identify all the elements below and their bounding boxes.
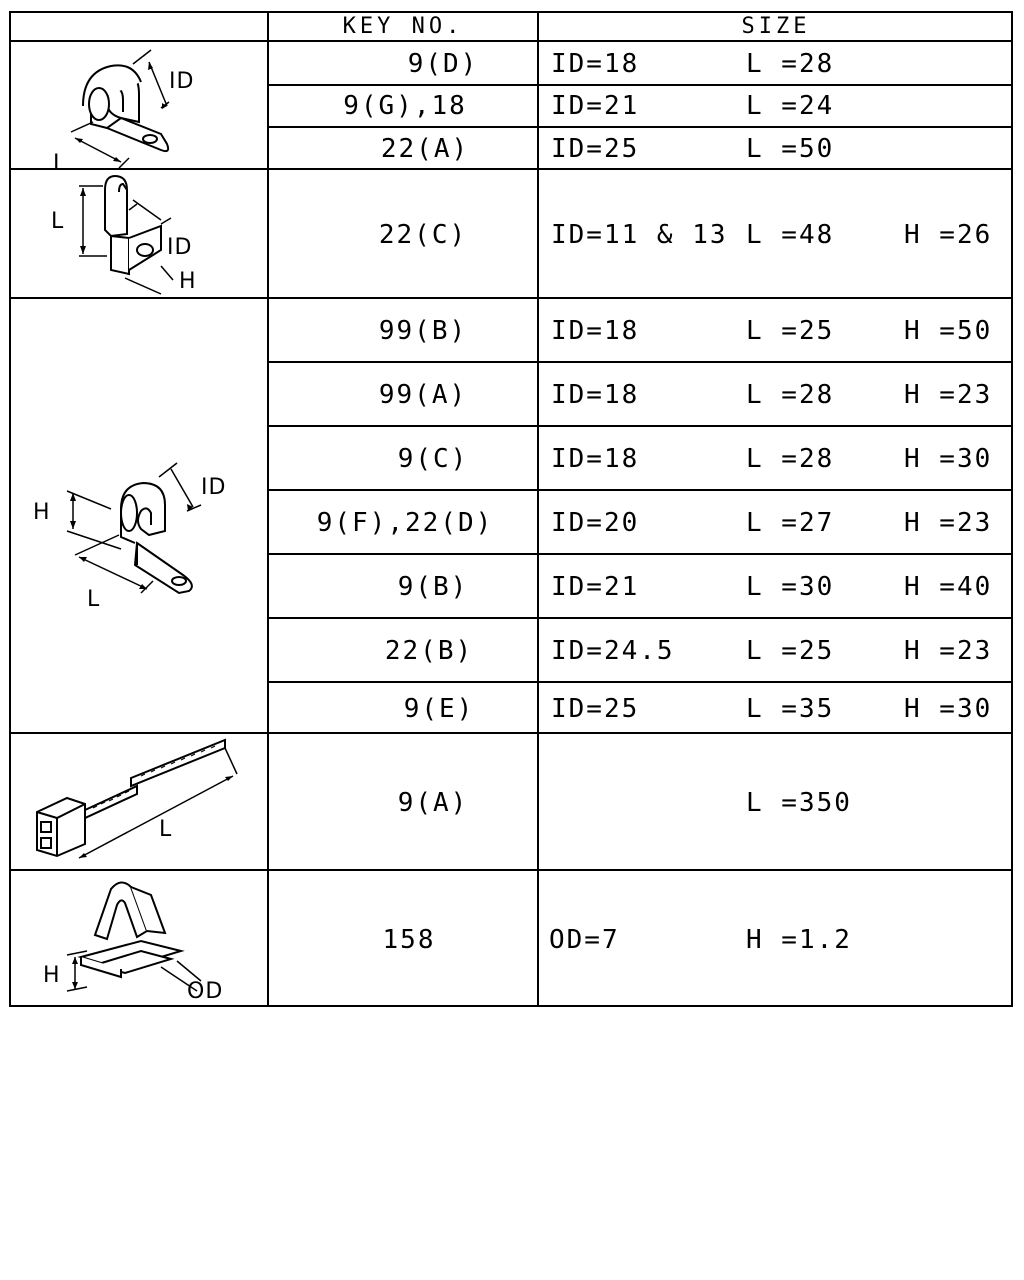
table-row-key: 22(B)	[384, 636, 474, 666]
row-h: H =26	[904, 220, 993, 250]
row-h: H =30	[904, 444, 993, 474]
row-l: L =350	[746, 788, 852, 818]
id-label: ID	[169, 69, 195, 94]
od-label: OD	[187, 979, 224, 1004]
row-h: H =23	[904, 636, 993, 666]
row-l: L =28	[746, 49, 835, 79]
h-label: H	[179, 269, 197, 294]
row-l: L =28	[746, 444, 835, 474]
row-id: ID=18	[551, 316, 640, 346]
table-row-key: 9(A)	[397, 788, 469, 818]
table-row-key: 22(C)	[378, 220, 468, 250]
push-clip-illustration	[11, 871, 267, 1006]
table-row-key: 9(B)	[397, 572, 469, 602]
upright-clamp-icon	[11, 170, 267, 297]
row-id: ID=24.5	[551, 636, 675, 666]
row-l: L =35	[746, 694, 835, 724]
table-row-key: 9(E)	[403, 694, 475, 724]
row-h: H =40	[904, 572, 993, 602]
row-id: ID=25	[551, 694, 640, 724]
table-row-key: 9(F),22(D)	[316, 508, 494, 538]
h-label: H	[33, 500, 51, 525]
table-row-key: 9(C)	[397, 444, 469, 474]
row-l: L =24	[746, 91, 835, 121]
cable-tie-icon	[11, 734, 267, 869]
header-size: SIZE	[741, 14, 811, 39]
table-row-key: 99(A)	[378, 380, 468, 410]
row-id: ID=11 & 13	[551, 220, 728, 250]
row-id: ID=21	[551, 91, 640, 121]
row-l: L =48	[746, 220, 835, 250]
row-id: ID=18	[551, 444, 640, 474]
id-label: ID	[201, 475, 227, 500]
id-label: ID	[167, 235, 193, 260]
p-clamp-illustration	[11, 42, 267, 176]
cable-tie-illustration	[11, 734, 267, 869]
header-key-no: KEY NO.	[342, 14, 464, 39]
row-id: ID=20	[551, 508, 640, 538]
row-id: ID=18	[551, 380, 640, 410]
row-h: H =23	[904, 380, 993, 410]
table-row-key: 9(G),18	[343, 91, 467, 121]
parts-size-table	[9, 11, 1013, 1007]
upright-clamp-illustration	[11, 170, 267, 297]
table-row-key: 9(D)	[407, 49, 479, 79]
h-label: H	[43, 963, 61, 988]
row-l: L =27	[746, 508, 835, 538]
row-l: L =25	[746, 636, 835, 666]
row-l: L =30	[746, 572, 835, 602]
row-l: H =1.2	[746, 925, 852, 955]
row-h: H =50	[904, 316, 993, 346]
l-label: L	[87, 587, 101, 612]
row-l: L =28	[746, 380, 835, 410]
table-row-key: 158	[382, 925, 436, 955]
p-clamp-icon	[11, 42, 267, 168]
row-l: L =50	[746, 134, 835, 164]
l-label: L	[159, 817, 173, 842]
row-id: OD=7	[549, 925, 620, 955]
row-h: H =30	[904, 694, 993, 724]
table-row-key: 99(B)	[378, 316, 468, 346]
row-id: ID=21	[551, 572, 640, 602]
l-label: L	[51, 209, 65, 234]
row-h: H =23	[904, 508, 993, 538]
loop-clamp-illustration	[11, 299, 267, 732]
row-id: ID=18	[551, 49, 640, 79]
row-l: L =25	[746, 316, 835, 346]
table-row-key: 22(A)	[380, 134, 470, 164]
row-id: ID=25	[551, 134, 640, 164]
l-label: L	[53, 151, 67, 176]
